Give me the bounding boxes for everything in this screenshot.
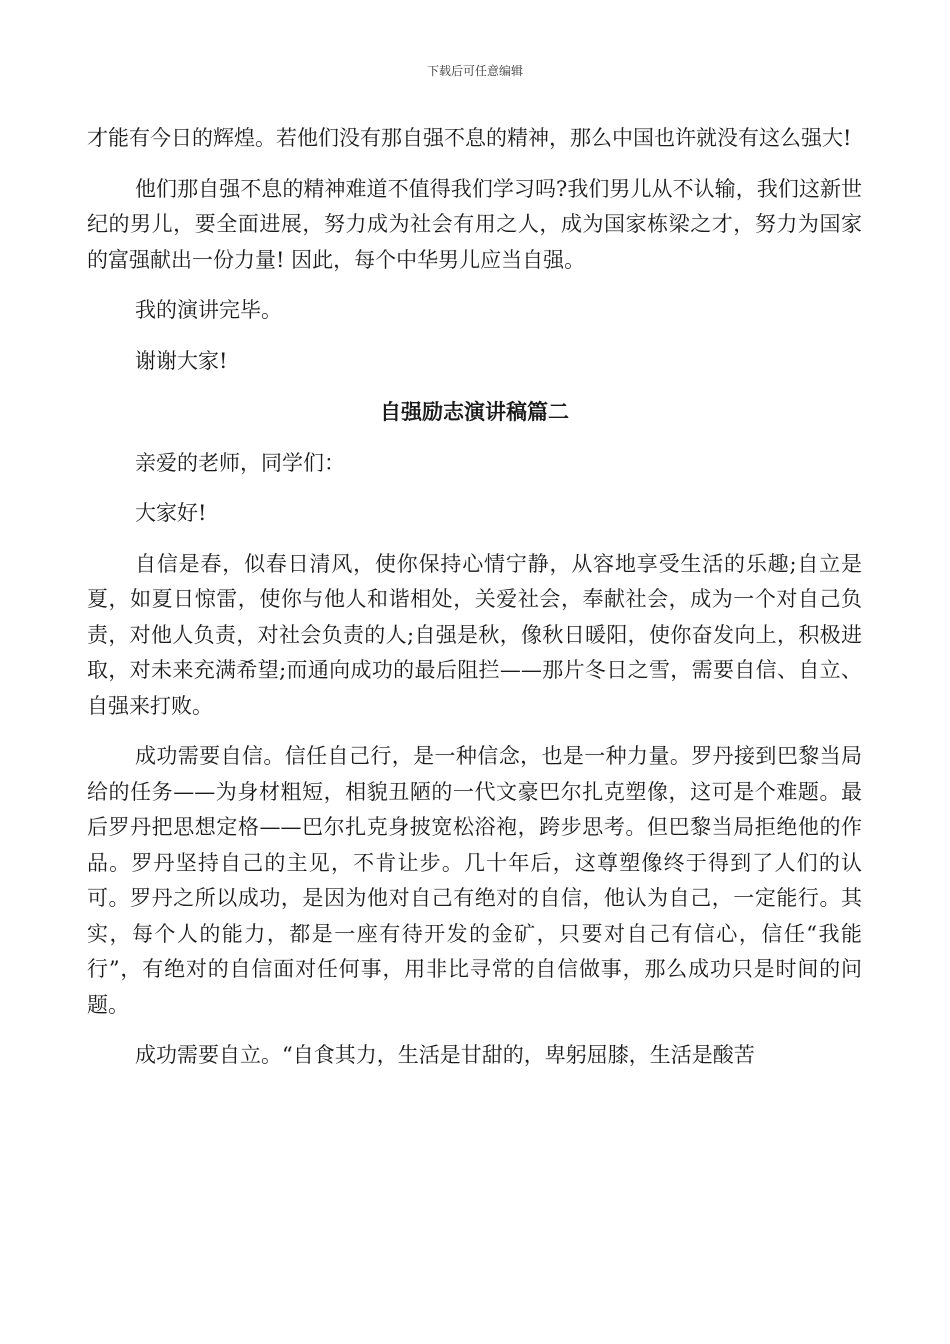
paragraph-salutation: 亲爱的老师，同学们： — [135, 450, 345, 475]
paragraph-continuation: 才能有今日的辉煌。若他们没有那自强不息的精神，那么中国也许就没有这么强大! — [87, 126, 852, 150]
section-heading: 自强励志演讲稿篇二 — [380, 400, 569, 424]
document-body — [87, 121, 862, 1074]
paragraph: 自信是春，似春日清风，使你保持心情宁静，从容地享受生活的乐趣;自立是夏，如夏日惊雷，使你与他人和谐相处，关爱社会，奉献社会，成为一个对自己负责，对他人负责，对社会负责的人;自强是秋，像秋日暖阳，使你奋发向上，积极进取，对未来充满希望;而通向成功的最后阻拦——那片冬日之雪，需要自信、自立、自强来打败。 — [87, 551, 862, 718]
paragraph-closing: 我的演讲完毕。 — [135, 298, 282, 322]
page-header: 下载后可任意编辑 — [426, 64, 523, 78]
paragraph: 他们那自强不息的精神难道不值得我们学习吗?我们男儿从不认输，我们这新世纪的男儿，要全面进展，努力成为社会有用之人，成为国家栋梁之才，努力为国家的富强献出一份力量! 因此，每个中华男儿应当自强。 — [87, 176, 862, 272]
paragraph-thanks: 谢谢大家! — [135, 348, 228, 373]
paragraph-greeting: 大家好! — [135, 501, 207, 525]
paragraph: 成功需要自信。信任自己行，是一种信念，也是一种力量。罗丹接到巴黎当局给的任务——为身材粗短，相貌丑陋的一代文豪巴尔扎克塑像，这可是个难题。最后罗丹把思想定格——巴尔扎克身披宽松浴袍，跨步思考。但巴黎当局拒绝他的作品。罗丹坚持自己的主见，不肯让步。几十年后，这尊塑像终于得到了人们的认可。罗丹之所以成功，是因为他对自己有绝对的自信，他认为自己，一定能行。其实，每个人的能力，都是一座有待开发的金矿，只要对自己有信心，信任“我能行”，有绝对的自信面对任何事，用非比寻常的自信做事，那么成功只是时间的问题。 — [87, 744, 862, 1017]
paragraph: 成功需要自立。“自食其力，生活是甘甜的，卑躬屈膝，生活是酸苦 — [135, 1043, 755, 1067]
